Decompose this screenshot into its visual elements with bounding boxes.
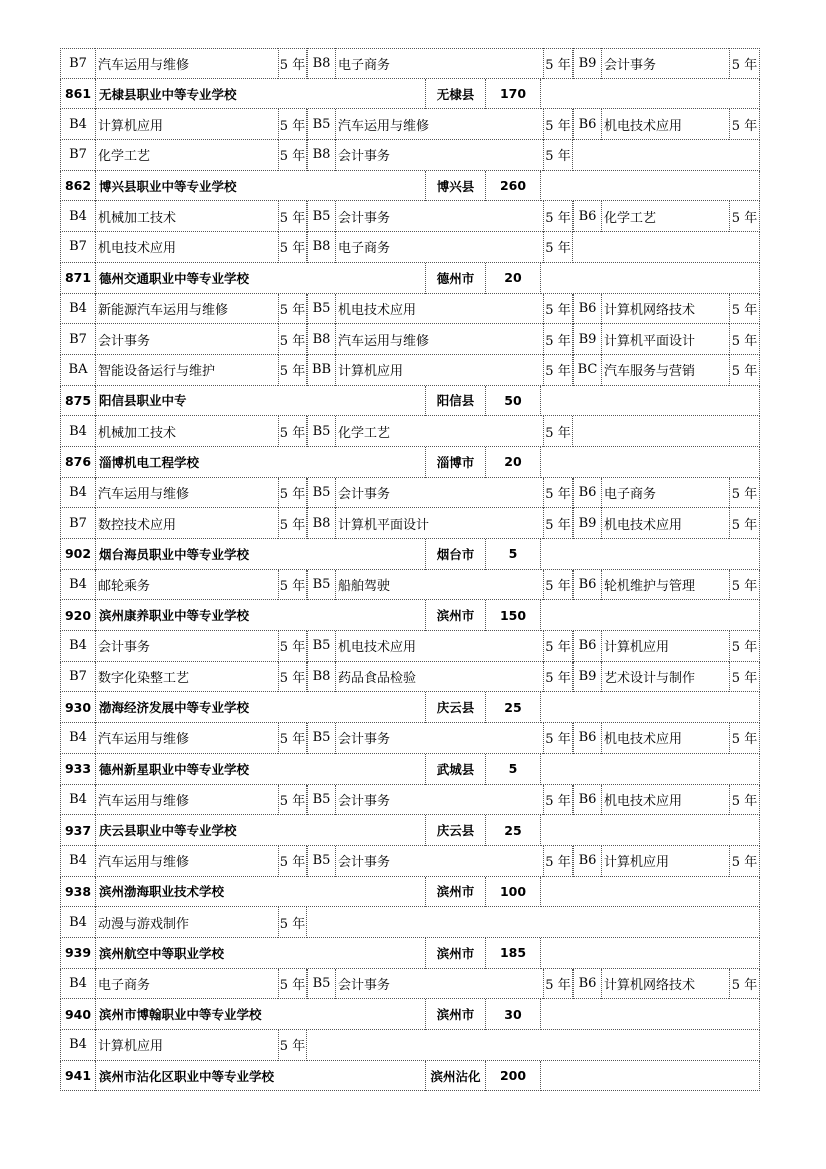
major-name: 汽车服务与营销 (601, 355, 729, 386)
major-code: B5 (307, 570, 335, 601)
major-years: 5 年 (278, 785, 307, 816)
major-years: 5 年 (278, 723, 307, 754)
school-city: 无棣县 (425, 79, 485, 110)
school-city: 武城县 (425, 754, 485, 785)
major-code: B8 (307, 662, 335, 693)
major-name: 动漫与游戏制作 (95, 907, 278, 938)
school-row (60, 171, 760, 202)
school-name: 滨州渤海职业技术学校 (95, 877, 425, 908)
school-code: 920 (60, 600, 95, 631)
major-code: B5 (307, 416, 335, 447)
school-row (60, 1061, 760, 1092)
major-name: 计算机网络技术 (601, 294, 729, 325)
major-code: B4 (60, 1030, 95, 1061)
school-name: 滨州市沾化区职业中等专业学校 (95, 1061, 425, 1092)
major-code: B6 (573, 846, 601, 877)
major-code: B7 (60, 662, 95, 693)
major-name: 机电技术应用 (601, 723, 729, 754)
majors-row (60, 1030, 760, 1061)
empty-cell (573, 416, 760, 447)
major-years: 5 年 (543, 785, 573, 816)
major-code: B7 (60, 324, 95, 355)
major-years: 5 年 (729, 201, 760, 232)
school-quota: 260 (485, 171, 541, 202)
major-code: B9 (573, 508, 601, 539)
major-name: 电子商务 (335, 232, 543, 263)
major-years: 5 年 (543, 232, 573, 263)
major-code: B8 (307, 324, 335, 355)
school-code: 933 (60, 754, 95, 785)
major-name: 计算机平面设计 (601, 324, 729, 355)
major-name: 汽车运用与维修 (95, 723, 278, 754)
major-code: B6 (573, 723, 601, 754)
major-name: 会计事务 (335, 969, 543, 1000)
major-years: 5 年 (543, 294, 573, 325)
empty-cell (541, 539, 760, 570)
major-years: 5 年 (729, 324, 760, 355)
school-code: 902 (60, 539, 95, 570)
major-years: 5 年 (729, 109, 760, 140)
school-row (60, 999, 760, 1030)
major-code: B8 (307, 140, 335, 171)
major-code: B5 (307, 478, 335, 509)
majors-row (60, 846, 760, 877)
major-years: 5 年 (278, 631, 307, 662)
major-name: 会计事务 (95, 324, 278, 355)
major-name: 机电技术应用 (335, 631, 543, 662)
school-name: 淄博机电工程学校 (95, 447, 425, 478)
majors-row (60, 294, 760, 325)
school-city: 阳信县 (425, 386, 485, 417)
major-code: BA (60, 355, 95, 386)
major-name: 船舶驾驶 (335, 570, 543, 601)
majors-row (60, 508, 760, 539)
major-years: 5 年 (729, 355, 760, 386)
school-city: 博兴县 (425, 171, 485, 202)
major-years: 5 年 (278, 355, 307, 386)
major-name: 邮轮乘务 (95, 570, 278, 601)
school-city: 德州市 (425, 263, 485, 294)
majors-row (60, 201, 760, 232)
school-quota: 200 (485, 1061, 541, 1092)
major-years: 5 年 (278, 969, 307, 1000)
major-code: B5 (307, 723, 335, 754)
major-name: 机电技术应用 (601, 785, 729, 816)
school-name: 滨州航空中等职业学校 (95, 938, 425, 969)
major-years: 5 年 (729, 48, 760, 79)
school-code: 876 (60, 447, 95, 478)
major-years: 5 年 (543, 48, 573, 79)
empty-cell (307, 907, 760, 938)
major-code: B9 (573, 662, 601, 693)
major-name: 会计事务 (335, 201, 543, 232)
majors-row (60, 723, 760, 754)
school-name: 德州交通职业中等专业学校 (95, 263, 425, 294)
major-code: B5 (307, 109, 335, 140)
major-years: 5 年 (278, 416, 307, 447)
major-name: 汽车运用与维修 (95, 785, 278, 816)
major-years: 5 年 (543, 140, 573, 171)
major-years: 5 年 (543, 201, 573, 232)
major-name: 汽车运用与维修 (95, 48, 278, 79)
school-row (60, 79, 760, 110)
school-row (60, 754, 760, 785)
major-years: 5 年 (543, 416, 573, 447)
major-years: 5 年 (543, 570, 573, 601)
school-name: 滨州康养职业中等专业学校 (95, 600, 425, 631)
school-city: 庆云县 (425, 815, 485, 846)
major-years: 5 年 (543, 324, 573, 355)
majors-row (60, 140, 760, 171)
school-code: 862 (60, 171, 95, 202)
major-name: 会计事务 (95, 631, 278, 662)
major-name: 数控技术应用 (95, 508, 278, 539)
school-quota: 5 (485, 539, 541, 570)
school-name: 烟台海员职业中等专业学校 (95, 539, 425, 570)
major-years: 5 年 (729, 723, 760, 754)
major-name: 计算机应用 (601, 631, 729, 662)
school-code: 861 (60, 79, 95, 110)
major-code: B6 (573, 969, 601, 1000)
school-code: 871 (60, 263, 95, 294)
major-name: 会计事务 (335, 785, 543, 816)
major-name: 会计事务 (335, 723, 543, 754)
major-name: 计算机应用 (95, 1030, 278, 1061)
major-code: BB (307, 355, 335, 386)
major-years: 5 年 (278, 48, 307, 79)
school-city: 滨州沾化 (425, 1061, 485, 1092)
major-years: 5 年 (278, 1030, 307, 1061)
major-years: 5 年 (543, 631, 573, 662)
empty-cell (541, 815, 760, 846)
school-row (60, 539, 760, 570)
majors-row (60, 48, 760, 79)
major-name: 计算机应用 (95, 109, 278, 140)
empty-cell (573, 232, 760, 263)
school-city: 淄博市 (425, 447, 485, 478)
major-name: 计算机应用 (601, 846, 729, 877)
majors-row (60, 355, 760, 386)
school-quota: 30 (485, 999, 541, 1030)
major-code: B6 (573, 294, 601, 325)
major-years: 5 年 (278, 570, 307, 601)
majors-row (60, 324, 760, 355)
school-name: 博兴县职业中等专业学校 (95, 171, 425, 202)
major-code: B6 (573, 109, 601, 140)
empty-cell (541, 447, 760, 478)
major-code: B6 (573, 631, 601, 662)
empty-cell (541, 79, 760, 110)
school-quota: 185 (485, 938, 541, 969)
empty-cell (541, 999, 760, 1030)
school-city: 烟台市 (425, 539, 485, 570)
major-years: 5 年 (278, 294, 307, 325)
school-city: 滨州市 (425, 999, 485, 1030)
major-years: 5 年 (729, 846, 760, 877)
empty-cell (541, 692, 760, 723)
empty-cell (541, 877, 760, 908)
major-name: 电子商务 (601, 478, 729, 509)
majors-row (60, 478, 760, 509)
school-city: 滨州市 (425, 877, 485, 908)
empty-cell (541, 1061, 760, 1092)
school-quota: 100 (485, 877, 541, 908)
major-name: 会计事务 (335, 140, 543, 171)
school-row (60, 447, 760, 478)
major-years: 5 年 (729, 785, 760, 816)
major-code: B6 (573, 201, 601, 232)
empty-cell (541, 600, 760, 631)
majors-row (60, 785, 760, 816)
major-name: 数字化染整工艺 (95, 662, 278, 693)
major-code: B7 (60, 508, 95, 539)
majors-row (60, 907, 760, 938)
majors-row (60, 570, 760, 601)
major-name: 电子商务 (335, 48, 543, 79)
major-code: B5 (307, 294, 335, 325)
school-code: 930 (60, 692, 95, 723)
major-years: 5 年 (729, 662, 760, 693)
empty-cell (541, 386, 760, 417)
major-code: B8 (307, 508, 335, 539)
school-quota: 5 (485, 754, 541, 785)
empty-cell (541, 263, 760, 294)
empty-cell (541, 754, 760, 785)
school-code: 941 (60, 1061, 95, 1092)
major-years: 5 年 (729, 570, 760, 601)
school-row (60, 263, 760, 294)
major-years: 5 年 (543, 478, 573, 509)
major-code: B4 (60, 201, 95, 232)
major-years: 5 年 (543, 723, 573, 754)
school-quota: 170 (485, 79, 541, 110)
majors-row (60, 969, 760, 1000)
school-city: 滨州市 (425, 600, 485, 631)
school-quota: 25 (485, 815, 541, 846)
major-name: 汽车运用与维修 (95, 846, 278, 877)
major-name: 化学工艺 (601, 201, 729, 232)
school-row (60, 692, 760, 723)
empty-cell (541, 938, 760, 969)
major-years: 5 年 (543, 508, 573, 539)
major-code: B6 (573, 570, 601, 601)
school-name: 庆云县职业中等专业学校 (95, 815, 425, 846)
school-name: 滨州市博翰职业中等专业学校 (95, 999, 425, 1030)
major-name: 会计事务 (335, 478, 543, 509)
major-name: 计算机平面设计 (335, 508, 543, 539)
major-code: B6 (573, 785, 601, 816)
school-name: 渤海经济发展中等专业学校 (95, 692, 425, 723)
school-quota: 50 (485, 386, 541, 417)
empty-cell (573, 140, 760, 171)
major-name: 机电技术应用 (601, 109, 729, 140)
school-code: 939 (60, 938, 95, 969)
major-years: 5 年 (729, 294, 760, 325)
school-name: 德州新星职业中等专业学校 (95, 754, 425, 785)
major-name: 机械加工技术 (95, 416, 278, 447)
major-name: 机电技术应用 (95, 232, 278, 263)
major-code: B5 (307, 969, 335, 1000)
major-code: B8 (307, 232, 335, 263)
major-name: 轮机维护与管理 (601, 570, 729, 601)
major-years: 5 年 (278, 478, 307, 509)
major-code: B4 (60, 570, 95, 601)
major-code: B4 (60, 109, 95, 140)
major-code: B4 (60, 907, 95, 938)
major-code: B7 (60, 232, 95, 263)
major-name: 艺术设计与制作 (601, 662, 729, 693)
major-code: B4 (60, 723, 95, 754)
empty-cell (307, 1030, 760, 1061)
major-code: B5 (307, 201, 335, 232)
major-name: 药品食品检验 (335, 662, 543, 693)
school-name: 阳信县职业中专 (95, 386, 425, 417)
major-code: B4 (60, 478, 95, 509)
major-code: B4 (60, 416, 95, 447)
school-city: 庆云县 (425, 692, 485, 723)
major-name: 汽车运用与维修 (335, 109, 543, 140)
major-code: B4 (60, 294, 95, 325)
major-name: 计算机网络技术 (601, 969, 729, 1000)
major-name: 汽车运用与维修 (95, 478, 278, 509)
school-row (60, 877, 760, 908)
school-quota: 150 (485, 600, 541, 631)
major-name: 化学工艺 (335, 416, 543, 447)
major-name: 计算机应用 (335, 355, 543, 386)
major-name: 机械加工技术 (95, 201, 278, 232)
school-code: 875 (60, 386, 95, 417)
major-years: 5 年 (543, 109, 573, 140)
school-row (60, 386, 760, 417)
major-name: 汽车运用与维修 (335, 324, 543, 355)
major-code: B4 (60, 785, 95, 816)
major-years: 5 年 (543, 662, 573, 693)
school-code: 938 (60, 877, 95, 908)
major-years: 5 年 (278, 324, 307, 355)
school-row (60, 938, 760, 969)
major-code: B8 (307, 48, 335, 79)
major-years: 5 年 (278, 201, 307, 232)
major-name: 机电技术应用 (335, 294, 543, 325)
major-code: BC (573, 355, 601, 386)
major-name: 机电技术应用 (601, 508, 729, 539)
major-code: B9 (573, 324, 601, 355)
major-code: B4 (60, 631, 95, 662)
school-code: 937 (60, 815, 95, 846)
majors-row (60, 631, 760, 662)
major-name: 化学工艺 (95, 140, 278, 171)
major-name: 会计事务 (601, 48, 729, 79)
major-years: 5 年 (278, 508, 307, 539)
major-name: 会计事务 (335, 846, 543, 877)
major-code: B4 (60, 846, 95, 877)
majors-row (60, 416, 760, 447)
school-quota: 20 (485, 263, 541, 294)
majors-row (60, 232, 760, 263)
major-years: 5 年 (543, 355, 573, 386)
major-years: 5 年 (278, 232, 307, 263)
major-code: B4 (60, 969, 95, 1000)
major-years: 5 年 (278, 109, 307, 140)
school-quota: 20 (485, 447, 541, 478)
school-code: 940 (60, 999, 95, 1030)
major-code: B7 (60, 48, 95, 79)
major-code: B5 (307, 846, 335, 877)
school-name: 无棣县职业中等专业学校 (95, 79, 425, 110)
major-years: 5 年 (543, 969, 573, 1000)
majors-row (60, 662, 760, 693)
school-row (60, 600, 760, 631)
school-city: 滨州市 (425, 938, 485, 969)
major-years: 5 年 (278, 907, 307, 938)
major-name: 新能源汽车运用与维修 (95, 294, 278, 325)
major-years: 5 年 (729, 478, 760, 509)
major-code: B7 (60, 140, 95, 171)
school-row (60, 815, 760, 846)
admissions-table (60, 48, 760, 1091)
major-name: 电子商务 (95, 969, 278, 1000)
school-quota: 25 (485, 692, 541, 723)
major-years: 5 年 (729, 508, 760, 539)
major-years: 5 年 (278, 662, 307, 693)
majors-row (60, 109, 760, 140)
major-years: 5 年 (729, 969, 760, 1000)
major-code: B6 (573, 478, 601, 509)
major-code: B5 (307, 785, 335, 816)
major-code: B5 (307, 631, 335, 662)
major-code: B9 (573, 48, 601, 79)
major-years: 5 年 (543, 846, 573, 877)
major-years: 5 年 (278, 140, 307, 171)
major-years: 5 年 (729, 631, 760, 662)
major-name: 智能设备运行与维护 (95, 355, 278, 386)
empty-cell (541, 171, 760, 202)
major-years: 5 年 (278, 846, 307, 877)
